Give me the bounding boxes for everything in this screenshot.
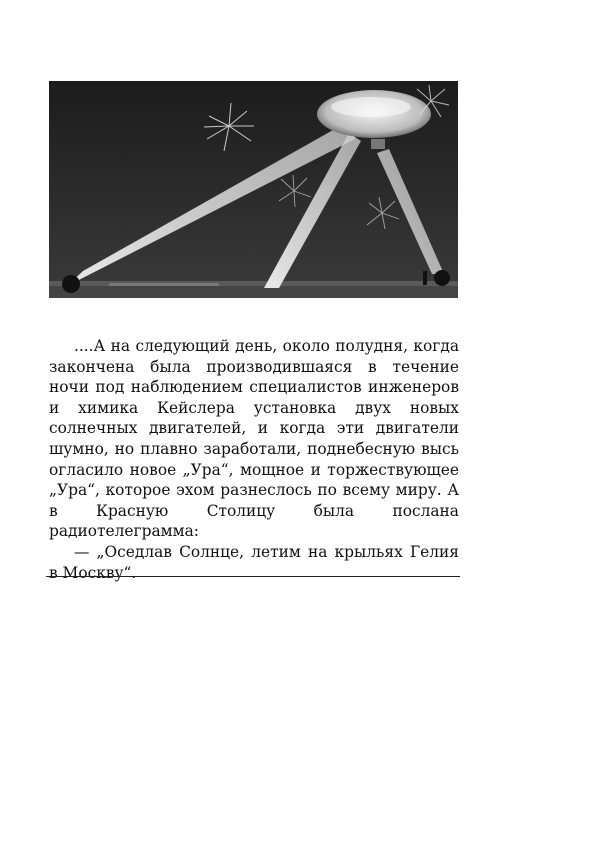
body-text [49, 336, 459, 583]
section-divider [46, 576, 460, 577]
searchlight-left [62, 275, 80, 293]
illustration-drawing [49, 81, 458, 298]
illustration [49, 81, 458, 298]
paragraph-1: ....А на следующий день, около полудня, когда закончена была производившаяся в течение ночи под наблюдением специалистов инженеров и химика Кейслера установка двух новых солнечных двигателей, и когда эти двигатели шумно, но плавно заработали, поднебесную высь огласило новое „Ура“, мощное и торжествующее „Ура“, которое эхом разнеслось по всему миру. А в Красную Столицу была послана радиотелеграмма: [49, 337, 459, 541]
searchlight-right [434, 270, 450, 286]
paragraph-2: — „Оседлав Солнце, летим на крыльях Гелия в Москву“. [49, 542, 459, 582]
